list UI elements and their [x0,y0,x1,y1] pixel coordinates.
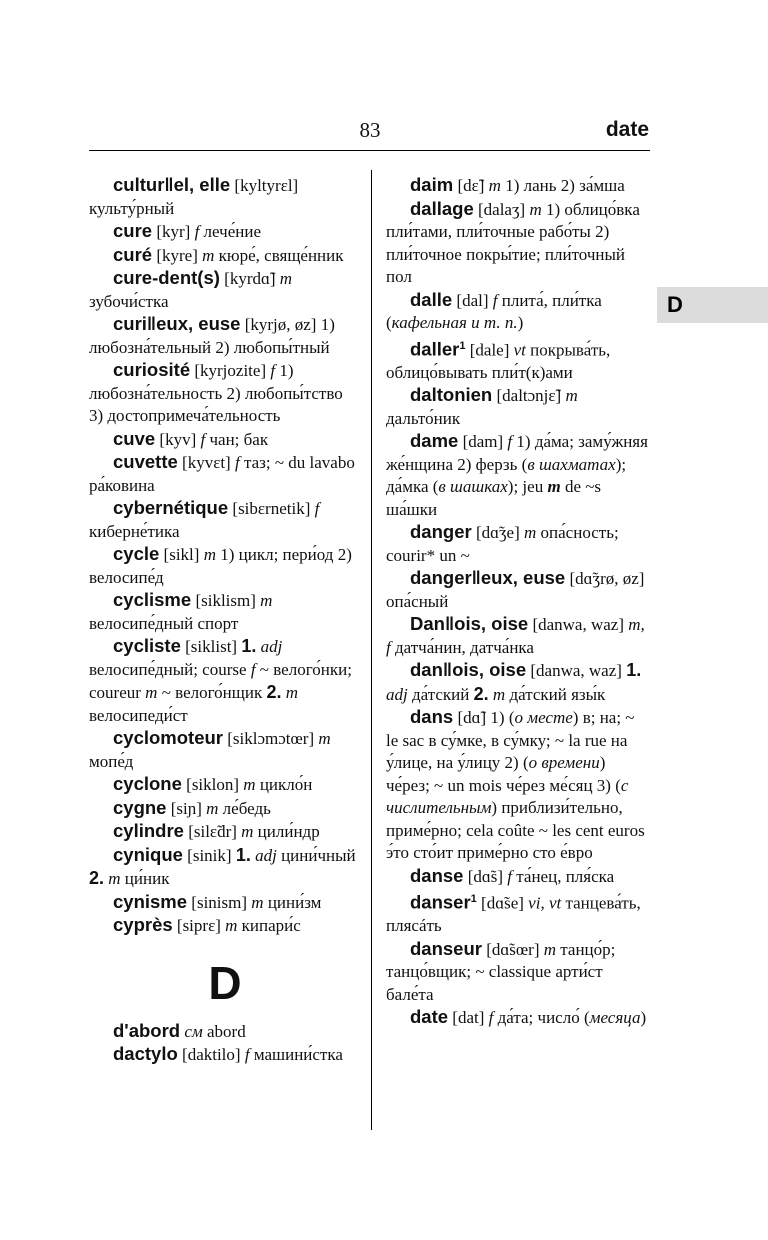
transcription: [silɛ̃dr] [188,822,237,841]
transcription: [daltɔnjɛ̃] [496,386,562,406]
translation: ле́бедь [222,798,271,818]
translation: культу́рный [89,198,175,218]
transcription: [sibɛrnetik] [232,499,311,518]
translation: велосипе́дный; course [89,659,247,679]
translation: 1) да́ма; заму́жняя же́нщина 2) ферзь ( [386,432,648,474]
usage-note: месяца [589,1008,641,1028]
headword: daller [410,338,460,360]
translation: цикло́н [259,775,313,794]
dictionary-entry [89,220,361,244]
transcription: [dɑ̃ʒe] [475,523,520,543]
translation: таз; ~ du lavabo ра́ковина [89,453,355,495]
headword: danger [410,521,472,543]
grammar-label: f [200,429,206,449]
translation: цили́ндр [257,822,320,841]
translation: велосипеди́ст [89,705,188,725]
translation: ); да́мка ( [386,454,627,497]
headword: cynisme [113,890,188,912]
transcription: [siklism] [195,591,256,610]
grammar-label: adj [255,845,277,865]
transcription: [kyr] [156,222,191,241]
translation: кипари́с [241,916,301,935]
transcription: [sikl] [163,545,200,564]
translation: цини́зм [267,892,322,912]
grammar-label: m [243,775,256,794]
dictionary-entry [89,589,361,635]
translation: лече́ние [203,222,261,241]
transcription: [kyrjozite] [194,361,267,380]
translation: плита́, пли́тка ( [386,290,602,332]
usage-note: кафельная и т. п. [391,313,518,332]
page-number: 83 [359,118,381,142]
translation: ) че́рез; ~ un mois че́рез ме́сяц 3) ( [386,753,621,795]
dictionary-entry [89,891,361,915]
homonym-number: 1 [470,893,477,906]
transcription: [siklɔmɔtœr] [227,729,315,748]
transcription: [sinism] [191,892,248,912]
translation: машини́стка [253,1045,343,1064]
usage-note: о месте [514,708,573,728]
translation: de ~s ша́шки [386,477,602,519]
headword: dame [410,430,459,452]
transcription: [kyltyrɛl] [234,176,299,195]
sense-number: 2. [266,682,282,702]
headword: danser [410,891,471,913]
grammar-label: f [314,499,320,518]
headword: curé [113,243,153,265]
header-rule [89,150,650,151]
translation: 1) лань 2) за́мша [505,176,625,195]
grammar-label: m [524,523,537,543]
dictionary-entry [386,1006,650,1030]
headword: dalle [410,288,453,310]
translation: ) в; на; ~ le sac в су́мке, в су́мку; ~ la rue на у́лице, на у́лицу 2) ( [386,708,635,773]
translation: 1) цикл; пери́од 2) велосипе́д [89,545,352,587]
grammar-label: m [279,269,293,288]
running-head: date [605,118,649,141]
grammar-label: adj [386,684,408,704]
grammar-label: m [202,245,215,265]
transcription: [siprɛ] [176,916,221,935]
dictionary-entry [386,706,650,865]
headword: dan‖ois, oise [410,659,527,681]
headword: Dan‖ois, oise [410,613,529,635]
dictionary-entry [89,635,361,727]
transcription: [daktilo] [182,1045,241,1064]
dictionary-entry [89,313,361,359]
headword: dans [410,706,454,728]
headword: cuvette [113,451,178,472]
translation: танцева́ть, плясáть [386,893,641,936]
dictionary-entry [386,289,650,335]
dictionary-entry [386,335,650,385]
translation: ~ велого́нщик [161,683,263,702]
dictionary-entry [386,938,650,1007]
translation: 1) облицо́вка пли́тами, пли́точные рабо́ты 2) пли́точное покры́тие; пли́точный пол [386,199,640,286]
transcription: [kyrdɑ̃] [224,269,276,288]
grammar-label: f [194,222,200,241]
grammar-label: m [488,176,501,195]
transcription: [siklist] [185,637,238,656]
translation: велосипе́дный спорт [89,613,239,633]
translation: датча́нин, датча́нка [394,637,534,657]
headword: danse [410,864,464,886]
headword: danseur [410,937,482,959]
transcription: [dɑ̃] [457,708,487,728]
dictionary-entry [386,430,650,521]
headword: cyclomoteur [113,727,224,748]
headword: daltonien [410,384,493,406]
grammar-label: f [244,1045,250,1064]
grammar-label: m [225,916,238,935]
dictionary-entry [386,888,650,938]
headword: dallage [410,197,474,219]
grammar-label: f [507,432,513,452]
column-divider [371,170,372,1130]
headword: curiosité [113,359,191,380]
transcription: [dɑ̃se] [481,893,524,913]
grammar-label: f [270,361,276,380]
dictionary-entry [386,659,650,706]
homonym-number: 1 [459,339,466,352]
translation: ци́ник [124,869,170,888]
translation: 1) ( [490,708,515,728]
transcription: [dal] [456,290,489,310]
right-column [386,174,650,1030]
grammar-label: vi, vt [528,893,562,913]
headword: cultur‖el, elle [113,174,231,195]
usage-note: в шашках [438,477,508,497]
dictionary-entry [89,1043,361,1067]
dictionary-entry [89,359,361,428]
headword: cybernétique [113,497,229,518]
transcription: [siklon] [186,775,240,794]
transcription: [sinik] [187,845,232,865]
headword: cure [113,220,153,241]
translation: 1) любозна́тельность 2) любопы́тство 3) достопримеча́тельность [89,361,343,425]
dictionary-entry [386,613,650,659]
headword: curi‖eux, euse [113,313,241,334]
thumb-index-letter: D [667,292,683,317]
dictionary-entry [386,521,650,567]
grammar-label: m [241,822,254,841]
grammar-label: m, f [386,615,645,657]
transcription: [kyre] [156,245,198,265]
translation: кюре́, свяще́нник [218,245,344,265]
dictionary-entry [89,773,361,797]
transcription: [siɲ] [170,798,202,818]
grammar-label: m [543,939,557,959]
transcription: [dɛ̃] [457,176,485,195]
grammar-label: m [565,386,578,406]
dictionary-entry [89,543,361,589]
headword: cygne [113,796,167,818]
headword: dactylo [113,1043,178,1064]
translation: танцо́р; танцо́вщик; ~ classique арти́ст бале́та [386,939,616,1004]
dictionary-entry [386,567,650,613]
dictionary-entry [89,497,361,543]
dictionary-entry [386,384,650,430]
dictionary-entry [89,844,361,891]
left-column [89,174,361,1067]
translation: ) [640,1008,647,1028]
transcription: [kyvɛt] [182,453,231,472]
section-letter: D [208,956,242,1009]
dictionary-entry [89,451,361,497]
headword: d'abord [113,1019,181,1041]
dictionary-entry [89,244,361,268]
transcription: [dat] [452,1008,485,1028]
translation: да́тский язы́к [509,684,606,704]
grammar-label: vt [513,340,526,360]
grammar-label: f [234,453,240,472]
usage-note: в шахматах [527,454,616,474]
cross-reference-target: abord [207,1021,246,1041]
transcription: [danwa, waz] [532,615,624,635]
usage-note: с числительным [386,775,629,818]
cross-reference-label: см [184,1021,203,1041]
headword: cylindre [113,820,184,841]
headword: cynique [113,843,183,865]
translation: цини́чный [281,845,356,865]
transcription: [danwa, waz] [530,661,622,681]
sense-number: 2. [89,868,105,888]
translation: та́нец, пля́ска [516,866,615,886]
transcription: [dɑ̃sœr] [486,939,540,959]
thumb-index-tab [657,287,768,323]
dictionary-entry [386,865,650,889]
dictionary-entry [89,1020,361,1044]
translation: ) [517,313,524,332]
translation: 1) любозна́тельный 2) любопы́тный [89,315,335,357]
dictionary-entry [89,727,361,773]
translation: чан; бак [209,429,269,449]
sense-number: 2. [473,683,489,704]
translation: зубочи́стка [89,291,169,311]
translation: мопе́д [89,751,134,771]
headword: cycliste [113,635,181,656]
translation: опа́сность; courir* un ~ [386,523,619,565]
headword: cyclisme [113,589,192,610]
translation: ); jeu [507,477,544,497]
dictionary-entry [89,797,361,821]
grammar-label: m [318,729,331,748]
headword: date [410,1006,449,1028]
grammar-label: m [260,591,273,610]
sense-number: 1. [626,660,642,681]
headword: cuve [113,427,156,449]
translation: покрыва́ть, облицо́вывать пли́т(к)ами [386,340,611,382]
translation: да́тский [411,684,470,704]
translation: киберне́тика [89,521,180,541]
dictionary-entry [89,174,361,220]
grammar-label: adj [260,637,283,656]
dictionary-entry [89,914,361,938]
dictionary-entry [89,428,361,452]
transcription: [kyrjø, øz] [244,315,317,334]
translation: дальто́ник [386,408,461,428]
grammar-label: m [203,545,216,564]
headword: cyprès [113,914,173,935]
transcription: [dam] [462,432,504,452]
grammar-label: f [507,866,513,886]
grammar-label: f [250,659,256,679]
usage-note: о времени [528,753,600,773]
grammar-label: m [251,892,264,912]
grammar-label: m [285,683,298,702]
grammar-label: m [547,477,561,497]
dictionary-entry [89,267,361,313]
grammar-label: m [492,684,506,704]
transcription: [dɑ̃s] [467,866,504,886]
headword: cycle [113,543,160,564]
sense-number: 1. [235,844,251,865]
grammar-label: m [108,869,121,888]
transcription: [dalaʒ] [478,199,526,219]
headword: cure-dent(s) [113,267,220,288]
sense-number: 1. [241,636,257,656]
grammar-label: m [529,199,542,219]
dictionary-entry [386,198,650,289]
translation: ) приблизи́тельно, приме́рно; cela coûte ~ les cent euros э́то сто́ит приме́рно сто е́вро [386,798,645,863]
grammar-label: f [492,290,498,310]
headword: cyclone [113,773,182,794]
headword: danger‖eux, euse [410,567,566,589]
translation: опа́сный [386,591,449,611]
transcription: [kyv] [159,429,197,449]
grammar-label: f [488,1008,494,1028]
transcription: [dale] [469,340,510,360]
transcription: [dɑ̃ʒrø, øz] [569,569,645,589]
dictionary-entry [89,820,361,844]
dictionary-entry [386,174,650,198]
translation: ~ велого́нки; coureur [89,659,352,702]
headword: daim [410,174,454,195]
grammar-label: m [145,683,158,702]
translation: да́та; число́ ( [497,1008,590,1028]
grammar-label: m [206,798,219,818]
